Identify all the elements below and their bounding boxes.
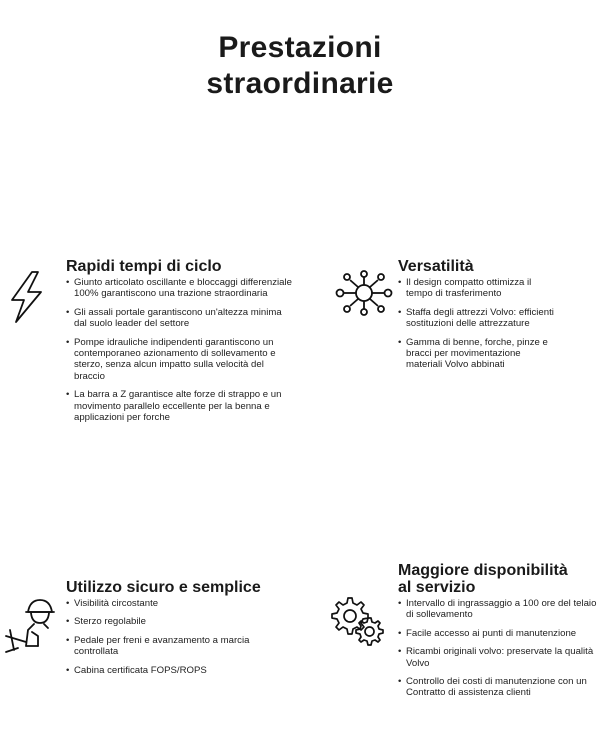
section-heading: Utilizzo sicuro e semplice bbox=[66, 579, 261, 596]
list-item: • Il design compatto ottimizza il tempo di trasferimento bbox=[398, 277, 558, 300]
list-item: • La barra a Z garantisce alte forze di strappo e un movimento parallelo eccellente per la benna e applicazioni per forche bbox=[66, 389, 294, 423]
page-title-line2: straordinarie bbox=[206, 67, 394, 100]
feature-list bbox=[66, 277, 294, 423]
page-title bbox=[0, 30, 600, 102]
list-item: • Visibilità circostante bbox=[66, 598, 296, 609]
list-item: • Ricambi originali volvo: preservate la qualità Volvo bbox=[398, 646, 598, 669]
feature-list bbox=[398, 598, 598, 699]
list-item: • Cabina certificata FOPS/ROPS bbox=[66, 665, 296, 676]
list-item: • Pedale per freni e avanzamento a marcia controllata bbox=[66, 635, 296, 658]
section-versatility bbox=[398, 258, 558, 378]
section-cycle-times bbox=[66, 258, 294, 430]
page-title-line1: Prestazioni bbox=[218, 31, 382, 64]
feature-list bbox=[398, 277, 558, 371]
operator-worker-icon bbox=[4, 596, 64, 656]
feature-list bbox=[66, 598, 296, 676]
list-item: • Staffa degli attrezzi Volvo: efficienti sostituzioni delle attrezzature bbox=[398, 307, 558, 330]
list-item: • Pompe idrauliche indipendenti garantiscono un contemporaneo azionamento di sollevamento e sterzo, senza alcun impatto sulla velocità del braccio bbox=[66, 337, 294, 383]
section-heading: Rapidi tempi di ciclo bbox=[66, 258, 222, 275]
section-heading-line2: al servizio bbox=[398, 579, 476, 596]
section-service-availability bbox=[398, 562, 598, 706]
section-safe-use bbox=[66, 579, 296, 683]
list-item: • Gamma di benne, forche, pinze e bracci per movimentazione materiali Volvo abbinati bbox=[398, 337, 558, 371]
section-heading bbox=[398, 562, 598, 596]
list-item: • Giunto articolato oscillante e bloccaggi differenziale 100% garantiscono una trazione straordinaria bbox=[66, 277, 294, 300]
section-heading: Versatilità bbox=[398, 258, 474, 275]
list-item: • Sterzo regolabile bbox=[66, 616, 296, 627]
lightning-bolt-icon bbox=[8, 270, 44, 324]
list-item: • Intervallo di ingrassaggio a 100 ore del telaio di sollevamento bbox=[398, 598, 598, 621]
list-item: • Controllo dei costi di manutenzione con un Contratto di assistenza clienti bbox=[398, 676, 598, 699]
gears-icon bbox=[330, 596, 386, 646]
versatility-network-icon bbox=[332, 268, 396, 318]
list-item: • Facile accesso ai punti di manutenzione bbox=[398, 628, 598, 639]
section-heading-line1: Maggiore disponibilità bbox=[398, 562, 568, 579]
list-item: • Gli assali portale garantiscono un'altezza minima dal suolo leader del settore bbox=[66, 307, 294, 330]
